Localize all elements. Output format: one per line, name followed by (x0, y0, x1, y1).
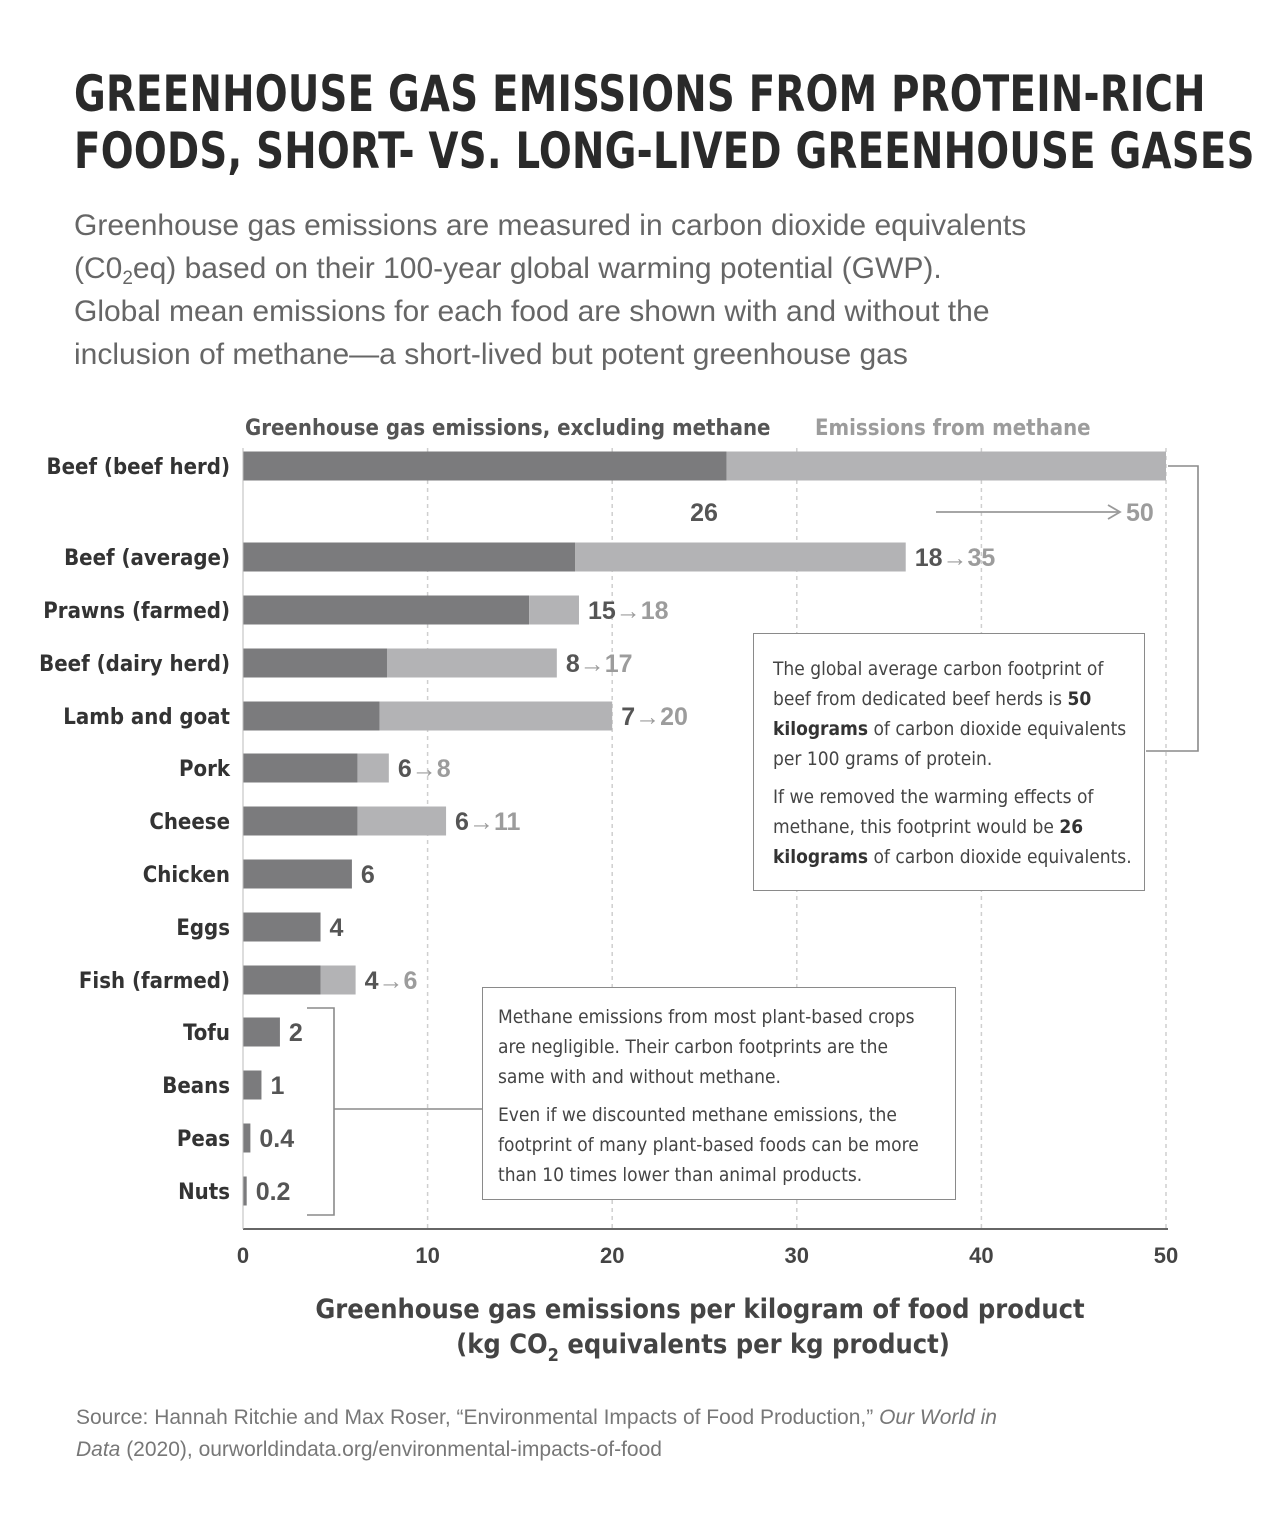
x-axis-title-line-1: Greenhouse gas emissions per kilogram of food product (315, 1294, 1085, 1325)
category-label: Prawns (farmed) (43, 599, 230, 624)
bar-methane (380, 702, 613, 731)
value-label-excluding: 4 (329, 914, 344, 942)
value-label-excluding: 6 (360, 861, 375, 889)
note-text: methane, this footprint would be (773, 816, 1060, 838)
bar-excluding-methane (243, 702, 380, 731)
note-line (773, 714, 1144, 744)
category-label: Cheese (149, 810, 230, 835)
value-label-excluding: 7 (621, 703, 636, 731)
value-label-excluding: 0.2 (255, 1178, 291, 1206)
bar-excluding-methane (243, 966, 321, 995)
legend-excluding-methane: Greenhouse gas emissions, excluding methane (245, 416, 771, 441)
title-line-2: FOODS, SHORT- VS. LONG-LIVED GREENHOUSE GASES (74, 122, 1255, 180)
note-line: than 10 times lower than animal products. (498, 1164, 863, 1186)
bar-excluding-methane (243, 649, 387, 678)
plant-based-annotation (482, 987, 956, 1200)
category-labels (39, 455, 231, 1205)
value-label (915, 544, 996, 572)
value-label-excluding: 18 (914, 544, 943, 572)
value-label-excluding: 0.4 (259, 1125, 295, 1153)
category-label: Fish (farmed) (78, 969, 230, 994)
value-label (259, 1125, 294, 1153)
bar-methane (357, 754, 388, 783)
bar-methane (575, 543, 905, 572)
note-bold-unit: kilograms (773, 718, 869, 740)
category-label: Tofu (183, 1021, 230, 1046)
value-label-total: →17 (579, 650, 633, 678)
title-line-1: GREENHOUSE GAS EMISSIONS FROM PROTEIN-RICH (74, 65, 1206, 123)
value-label-excluding: 2 (288, 1019, 303, 1047)
bar-excluding-methane (243, 860, 352, 889)
bar-methane (387, 649, 557, 678)
x-tick-label: 0 (236, 1243, 250, 1268)
legend (245, 416, 1091, 441)
category-label: Peas (176, 1127, 230, 1152)
note-line (773, 812, 1144, 842)
category-label: Pork (178, 757, 230, 782)
note-text: of carbon dioxide equivalents (868, 718, 1127, 740)
note-bold-unit: kilograms (773, 846, 869, 868)
value-label (365, 967, 418, 995)
x-axis-title-subscript: 2 (547, 1345, 559, 1366)
value-label-excluding: 15 (587, 597, 616, 625)
category-label: Beef (beef herd) (46, 455, 230, 480)
note-bold-value: 26 (1059, 816, 1084, 838)
source-text: (2020), ourworldindata.org/environmental-impacts-of-food (120, 1438, 662, 1461)
value-label-excluding: 26 (690, 499, 718, 527)
note-line: per 100 grams of protein. (773, 748, 993, 770)
plant-foods-bracket (307, 1008, 483, 1215)
source-line-2 (76, 1434, 1196, 1466)
bar-methane (727, 452, 1166, 481)
subtitle-line-4: inclusion of methane—a short-lived but potent greenhouse gas (74, 338, 908, 371)
value-label (621, 703, 688, 731)
value-label (566, 650, 633, 678)
bar-excluding-methane (243, 807, 357, 836)
x-tick-label: 10 (415, 1243, 440, 1268)
bar-excluding-methane (243, 913, 321, 942)
x-tick-label: 40 (969, 1243, 994, 1268)
note-line: The global average carbon footprint of (773, 658, 1104, 680)
bar-excluding-methane (243, 1018, 280, 1047)
x-axis-title-line-2 (456, 1329, 950, 1366)
x-tick-label: 50 (1153, 1243, 1179, 1268)
source-publication: Our World in (879, 1406, 997, 1429)
bar-excluding-methane (243, 596, 529, 625)
bar-excluding-methane (243, 543, 575, 572)
bar-methane (529, 596, 579, 625)
value-label-total: →35 (942, 544, 996, 572)
note-line: If we removed the warming effects of (773, 786, 1094, 808)
value-label-total: →18 (615, 597, 669, 625)
bar-excluding-methane (243, 1071, 261, 1100)
note-line: Methane emissions from most plant-based crops (498, 1006, 915, 1028)
bar-methane (357, 807, 446, 836)
value-label-total: →20 (635, 703, 688, 731)
value-label (361, 861, 375, 889)
value-label-total: →8 (411, 755, 451, 783)
value-label-excluding: 1 (270, 1072, 285, 1100)
value-label-excluding: 6 (455, 808, 469, 836)
x-tick-label: 30 (784, 1243, 810, 1268)
beef-herd-annotation (753, 633, 1145, 891)
value-label-total: 50 (1126, 499, 1154, 527)
bar-excluding-methane (243, 754, 357, 783)
category-label: Beef (dairy herd) (39, 652, 230, 677)
category-label: Eggs (176, 916, 230, 941)
value-label (330, 914, 344, 942)
subtitle-line-3: Global mean emissions for each food are shown with and without the (74, 295, 990, 328)
note-line: footprint of many plant-based foods can be more (498, 1134, 919, 1156)
subtitle-line-2-pre: (C0 (74, 252, 123, 285)
value-label-total: →6 (378, 967, 418, 995)
subtitle-line-2-post: eq) based on their 100-year global warming potential (GWP). (132, 252, 942, 285)
note-line (773, 684, 1144, 714)
x-axis-title-pre: (kg CO (456, 1329, 548, 1360)
note-text: beef from dedicated beef herds is (773, 688, 1068, 710)
note-bold-value: 50 (1067, 688, 1092, 710)
source-line-1 (76, 1402, 1196, 1434)
value-label-excluding: 6 (397, 755, 412, 783)
note-line: Even if we discounted methane emissions, the (498, 1104, 897, 1126)
value-label-total: →11 (468, 808, 521, 836)
x-axis-title-post: equivalents per kg product) (558, 1329, 950, 1360)
value-label-excluding: 4 (364, 967, 379, 995)
bar-excluding-methane (243, 1124, 250, 1153)
bar-methane (321, 966, 356, 995)
source-text: Source: Hannah Ritchie and Max Roser, “Environmental Impacts of Food Production,” (76, 1406, 880, 1429)
note-text: of carbon dioxide equivalents. (868, 846, 1132, 868)
value-label (398, 755, 451, 783)
category-label: Beef (average) (64, 546, 230, 571)
category-label: Chicken (142, 863, 230, 888)
value-label (270, 1072, 284, 1100)
category-label: Nuts (178, 1180, 230, 1205)
subtitle-line-1: Greenhouse gas emissions are measured in carbon dioxide equivalents (74, 209, 1027, 242)
category-label: Beans (162, 1074, 230, 1099)
note-line (773, 842, 1144, 872)
value-label (455, 808, 520, 836)
x-tick-label: 20 (599, 1243, 625, 1268)
value-label (256, 1178, 291, 1206)
x-axis (237, 448, 1178, 1366)
note-line: same with and without methane. (498, 1066, 781, 1088)
category-label: Lamb and goat (63, 705, 230, 730)
source-publication: Data (76, 1438, 121, 1461)
subtitle-subscript: 2 (122, 268, 133, 289)
source-note (76, 1402, 1196, 1466)
value-label (588, 597, 669, 625)
value-label-excluding: 8 (565, 650, 580, 678)
value-label (289, 1019, 303, 1047)
legend-methane: Emissions from methane (815, 416, 1091, 441)
note-line: are negligible. Their carbon footprints are the (498, 1036, 888, 1058)
bar-excluding-methane (243, 1177, 247, 1206)
bar-excluding-methane (243, 452, 727, 481)
